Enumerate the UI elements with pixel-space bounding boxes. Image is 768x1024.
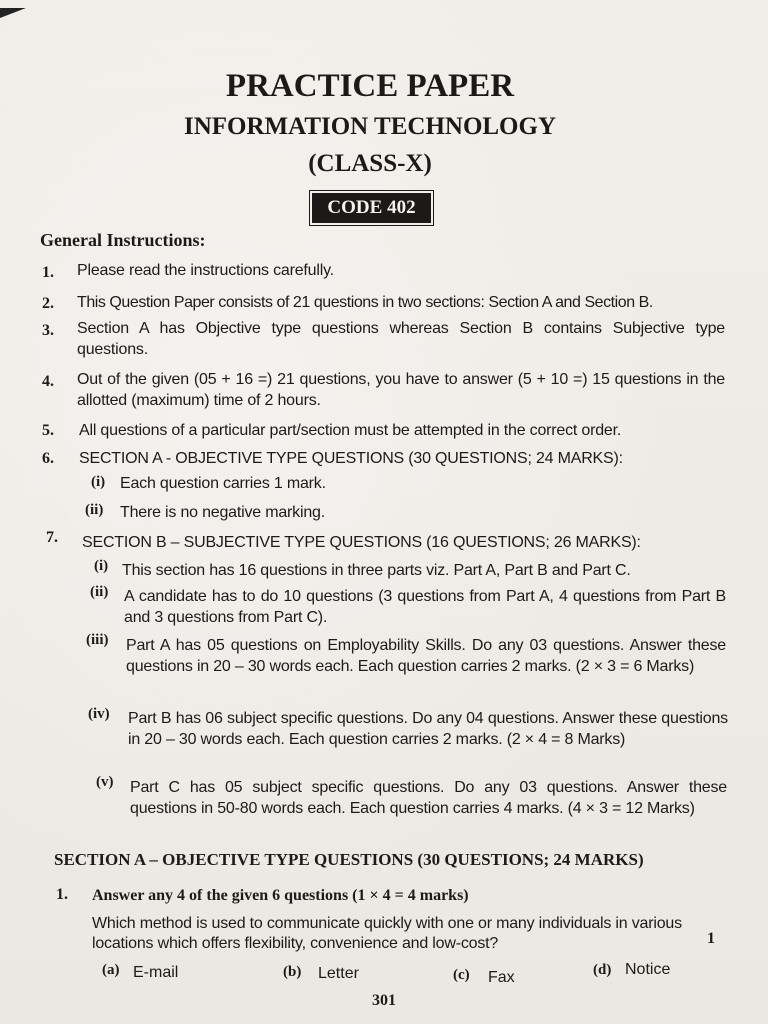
paper-title: PRACTICE PAPER: [225, 68, 515, 104]
sub-instruction-number: (iii): [86, 632, 109, 648]
sub-instruction-number: (ii): [90, 584, 109, 600]
sub-instruction-text: Each question carries 1 mark.: [120, 475, 326, 492]
sub-instruction-number: (ii): [85, 502, 104, 518]
option-text: Notice: [625, 961, 671, 978]
instruction-text: Section A has Objective type questions whereas Section B contains Subjective type questions.: [77, 320, 725, 358]
instruction-number: 1.: [42, 264, 54, 281]
sub-instruction-text: A candidate has to do 10 questions (3 questions from Part A, 4 questions from Part B and 3 questions from Part C).: [124, 588, 726, 626]
instruction-text: SECTION B – SUBJECTIVE TYPE QUESTIONS (16 QUESTIONS; 26 MARKS):: [82, 534, 641, 551]
sub-instruction-text: There is no negative marking.: [120, 504, 325, 521]
option-label: (c): [453, 967, 470, 983]
question-heading: Answer any 4 of the given 6 questions (1 × 4 = 4 marks): [92, 887, 469, 904]
instruction-number: 2.: [42, 295, 54, 312]
instruction-number: 5.: [42, 422, 54, 439]
question-number: 1.: [56, 886, 68, 903]
sub-instruction-number: (i): [94, 558, 109, 574]
question-text: Which method is used to communicate quickly with one or many individuals in various locations which offers flexibility, convenience and low-cost?: [92, 915, 682, 952]
option-text: Letter: [318, 965, 359, 982]
sub-instruction-text: Part B has 06 subject specific questions. Do any 04 questions. Answer these questions in 20 – 30 words each. Each question carries 2 marks. (2 × 4 = 8 Marks): [128, 710, 728, 748]
option-label: (d): [593, 962, 612, 978]
page-number: 301: [372, 992, 396, 1009]
option-label: (b): [283, 964, 302, 980]
instruction-text: Out of the given (05 + 16 =) 21 questions, you have to answer (5 + 10 =) 15 questions in the allotted (maximum) time of 2 hours.: [77, 371, 725, 409]
sub-instruction-number: (v): [96, 774, 114, 790]
question-marks: 1: [707, 930, 715, 947]
option-text: Fax: [488, 969, 515, 986]
code-badge: CODE 402: [312, 193, 431, 223]
instruction-number: 6.: [42, 450, 54, 467]
sub-instruction-number: (iv): [88, 706, 110, 722]
subject-title: INFORMATION TECHNOLOGY: [183, 113, 557, 140]
instruction-text: All questions of a particular part/section must be attempted in the correct order.: [79, 422, 622, 439]
general-instructions-heading: General Instructions:: [40, 230, 206, 250]
sub-instruction-text: Part A has 05 questions on Employability Skills. Do any 03 questions. Answer these questions in 20 – 30 words each. Each question carries 2 marks. (2 × 3 = 6 Marks): [126, 637, 726, 675]
corner-mark: [0, 8, 26, 18]
option-text: E-mail: [133, 964, 179, 981]
sub-instruction-text: Part C has 05 subject specific questions. Do any 03 questions. Answer these questions in 50-80 words each. Each question carries 4 marks. (4 × 3 = 12 Marks): [130, 779, 727, 817]
instruction-text: Please read the instructions carefully.: [77, 262, 334, 279]
instruction-text: SECTION A - OBJECTIVE TYPE QUESTIONS (30 QUESTIONS; 24 MARKS):: [79, 450, 623, 467]
instruction-text: This Question Paper consists of 21 questions in two sections: Section A and Section B.: [77, 294, 653, 311]
instruction-number: 3.: [42, 322, 54, 339]
instruction-number: 7.: [46, 529, 58, 546]
sub-instruction-number: (i): [91, 474, 106, 490]
instruction-number: 4.: [42, 373, 54, 390]
option-label: (a): [102, 962, 120, 978]
sub-instruction-text: This section has 16 questions in three parts viz. Part A, Part B and Part C.: [122, 562, 631, 579]
class-title: (CLASS-X): [308, 150, 432, 177]
section-a-heading: SECTION A – OBJECTIVE TYPE QUESTIONS (30 QUESTIONS; 24 MARKS): [54, 850, 644, 869]
